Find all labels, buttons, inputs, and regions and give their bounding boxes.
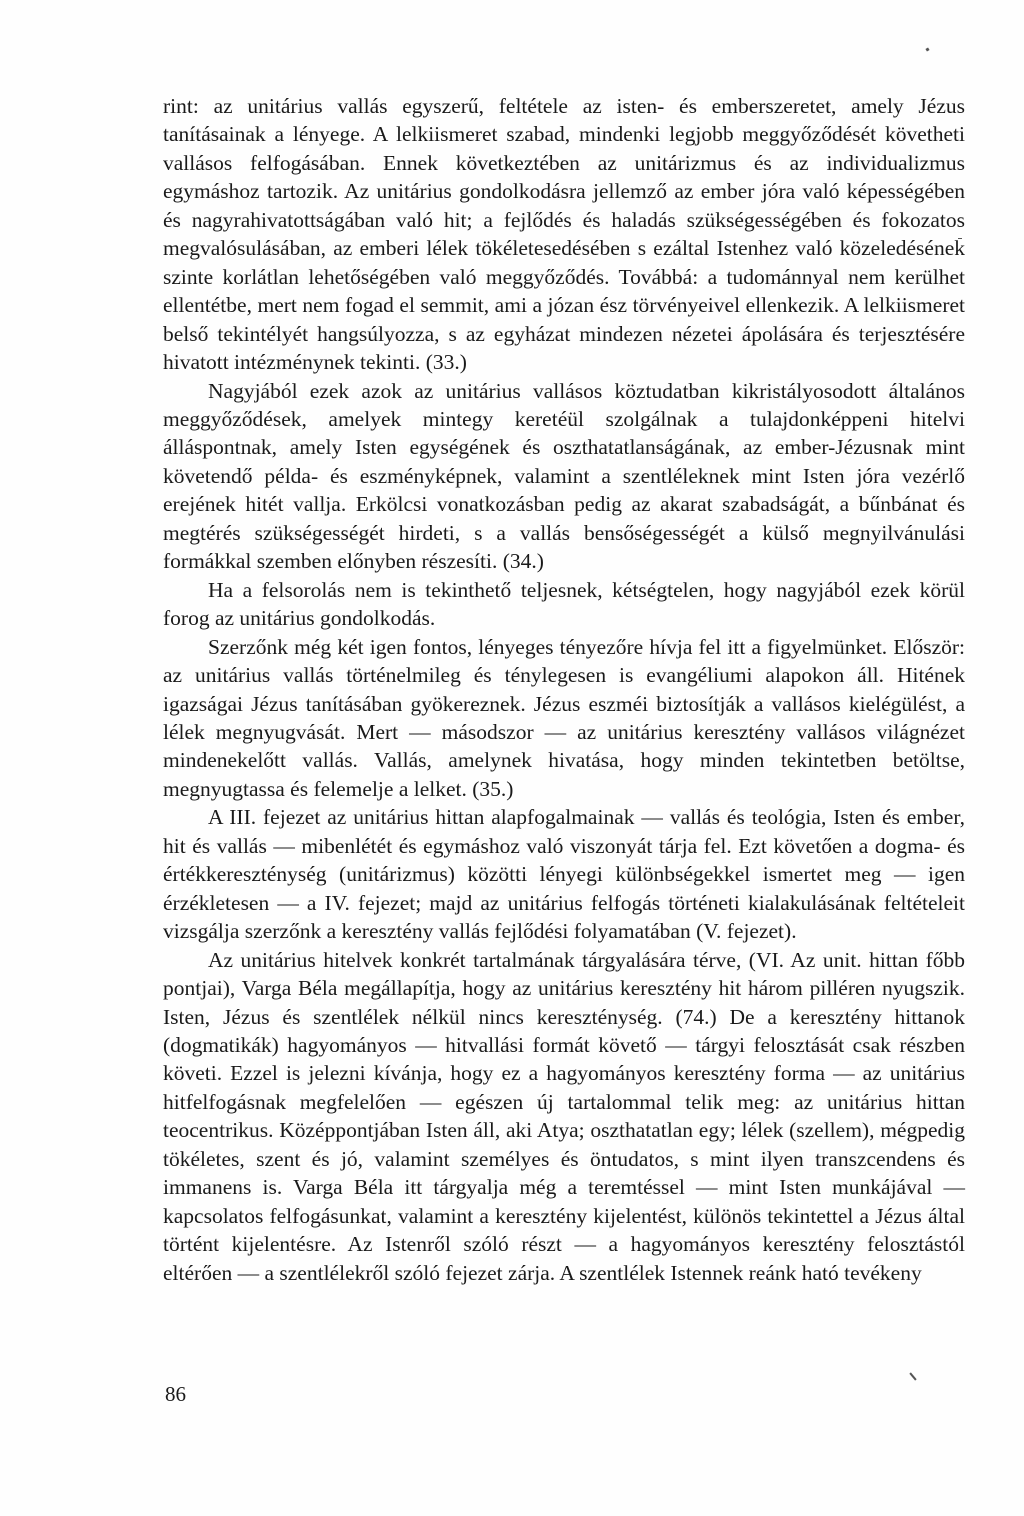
paragraph: Az unitárius hitelvek konkrét tartalmának tárgyalására térve, (VI. Az unit. hittan főbb pontjai), Varga Béla megállapítja, hogy az unitárius keresztény hit három pilléren nyugszik. Isten, Jézus és szentlélek nélkül nincs kereszténység. (74.) De a keresztény hittanok (dogmatikák) hagyományos — hitvallási formát követő — tárgyi felosztását csak részben követi. Ezzel is jelezni kívánja, hogy ez a hagyományos keresztény forma — az unitárius hitfelfogásnak megfelelően — egészen új tartalommal telik meg: az unitárius hittan teocentrikus. Középpontjában Isten áll, aki Atya; oszthatatlan egy; lélek (szellem), mégpedig tökéletes, szent és jó, valamint személyes és öntudatos, s mint ilyen transzcendens és immanens is. Varga Béla itt tárgyalja még a teremtéssel — mint Isten munkájával — kapcsolatos felfogásunkat, valamint a keresztény kijelentést, különös tekintettel a Jézus által történt kijelentésre. Az Istenről szóló részt — a hagyományos keresztény felosztástól eltérően — a szentlélekről szóló fejezet zárja. A szentlélek Istennek reánk ható tevékeny — [163, 947, 965, 1285]
scan-speck-bottom — [909, 1372, 916, 1380]
body-text — [163, 92, 965, 1287]
page-number: 86 — [165, 1382, 186, 1406]
paragraph: A III. fejezet az unitárius hittan alapfogalmainak — vallás és teológia, Isten és ember, hit és vallás — mibenlétét és egymáshoz való viszonyát tárja fel. Ezt követően a dogma- és értékkereszténység (unitárizmus) közötti lényegi különbségekkel ismertet meg — igen érzékletesen — a IV. fejezet; majd az unitárius felfogás történeti kialakulásának feltételeit vizsgálja szerzőnk a keresztény vallás fejlődési folyamatában (V. fejezet). — [163, 805, 965, 944]
paragraph: Ha a felsorolás nem is tekinthető teljesnek, kétségtelen, hogy nagyjából ezek körül forog az unitárius gondolkodás. — [163, 577, 965, 631]
paragraph: Nagyjából ezek azok az unitárius vallásos köztudatban kikristályosodott általános meggyőződések, amelyek mintegy keretéül szolgálnak a tulajdonképpeni hitelvi álláspontnak, amely Isten egységének és oszthatatlanságának, az ember-Jézusnak mint követendő példa- és eszményképnek, valamint a szentléleknek mint Isten jóra vezérlő erejének hitét vallja. Erkölcsi vonatkozásban pedig az akarat szabadságát, a bűnbánat és megtérés szükségességét hirdeti, s a vallás bensőségességét a külső megnyilvánulási formákkal szemben előnyben részesíti. (34.) — [163, 378, 965, 574]
paragraph: rint: az unitárius vallás egyszerű, feltétele az isten- és emberszeretet, amely Jézus tanításainak a lényege. A lelkiismeret szabad, mindenki legjobb meggyőződését követheti vallásos felfogásában. Ennek következtében az unitárizmus és az individualizmus egymáshoz tartozik. Az unitárius gondolkodásra jellemző az ember jóra való képességében és nagyrahivatottságában való hit; a fejlődés és haladás szükségességében és fokozatos megvalósulásában, az emberi lélek tökéletesedésében s ezáltal Istenhez való közeledésének szinte korlátlan lehetőségében való meggyőződés. Továbbá: a tudománnyal nem kerülhet ellentétbe, mert nem fogad el semmit, ami a józan ész törvényeivel ellenkezik. A lelkiismeret belső tekintélyét hangsúlyozza, s az egyházat mindezen nézetei ápolására és terjesztésére hivatott intézménynek tekinti. (33.) — [163, 94, 965, 375]
scan-speck-top — [925, 47, 929, 51]
paragraph: Szerzőnk még két igen fontos, lényeges tényezőre hívja fel itt a figyelmünket. Először: az unitárius vallás történelmileg és ténylegesen is evangéliumi alapokon áll. Hitének igazságai Jézus tanításában gyökereznek. Jézus eszméi biztosítják a vallásos kielégülést, a lélek megnyugvását. Mert — másodszor — az unitárius keresztény vallásos világnézet mindenekelőtt vallás. Vallás, amelynek hivatása, hogy minden tekintetben betöltse, megnyugtassa és felemelje a lelket. (35.) — [163, 634, 965, 801]
